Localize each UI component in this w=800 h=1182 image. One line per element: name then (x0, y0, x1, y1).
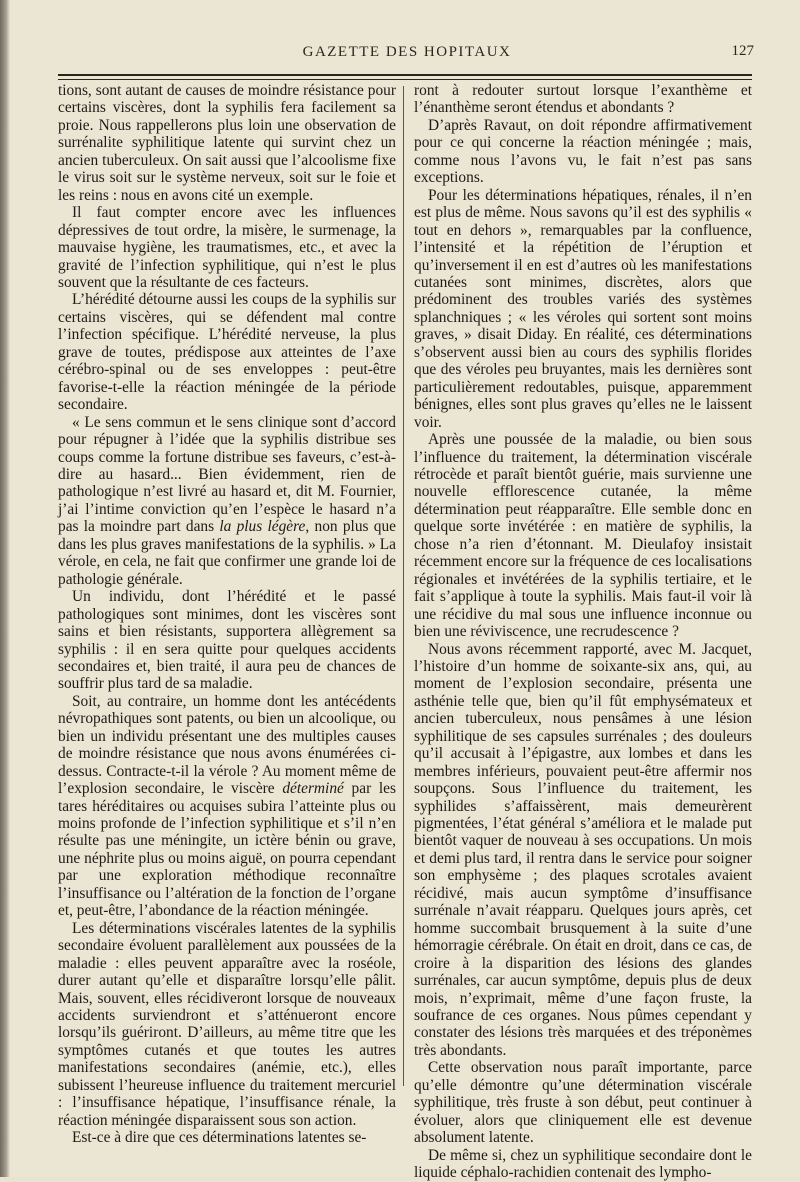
binding-shadow (0, 0, 10, 1177)
paragraph: De même si, chez un syphilitique secondaire dont le liquide céphalo-rachidien contenait des lympho- (414, 1146, 752, 1182)
running-title: GAZETTE DES HOPITAUX (302, 44, 512, 60)
page-number: 127 (731, 43, 754, 59)
paragraph: Cette observation nous paraît importante, parce qu’elle démontre qu’une détermination viscérale syphilitique, très fruste à son début, peut continuer à évoluer, alors que cliniquement elle est devenue absolument latente. (414, 1059, 752, 1147)
paragraph (58, 414, 396, 589)
text-run: Soit, au contraire, un homme dont les antécédents névropathiques sont patents, ou bien un alcoolique, ou bien un individu présentant une des multiples causes de moindre résistance que nous avons énumérées ci-dessus. Contracte-t-il la vérole ? Au moment même de l’explosion secondaire, le viscère (58, 692, 396, 798)
paragraph: Il faut compter encore avec les influences dépressives de tout ordre, la misère, le surmenage, la mauvaise hygiène, les traumatismes, etc., et avec la gravité de l’infection syphilitique, qui n’est le plus souvent que la résultante de ces facteurs. (58, 204, 396, 291)
paragraph: tions, sont autant de causes de moindre résistance pour certains viscères, dont la syphilis fera facilement sa proie. Nous rappellerons plus loin une observation de surrénalite syphilitique latente qui survint chez un ancien tuberculeux. On sait aussi que l’alcoolisme fixe le virus soit sur le système nerveux, soit sur le foie et les reins : nous en avons cité un exemple. (58, 82, 396, 204)
emphasis: déterminé (282, 780, 344, 798)
paragraph: Est-ce à dire que ces déterminations latentes se- (72, 1129, 367, 1147)
text-run: par les tares héréditaires ou acquises subira l’atteinte plus ou moins profonde de l’infection syphilitique et s’il n’en résulte pas une méningite, un ictère bénin ou grave, une néphrite plus ou moins aiguë, on pourra cependant par une exploration méthodique reconnaître l’insuffisance ou l’altération de la fonction de l’organe et, peut-être, l’abondance de la réaction méningée. (58, 780, 396, 920)
right-column (414, 82, 752, 1182)
paragraph: L’hérédité détourne aussi les coups de la syphilis sur certains viscères, qui se défendent mal contre l’infection spécifique. L’hérédité nerveuse, la plus grave de toutes, prédispose aux atteintes de l’axe cérébro-spinal ou de ses enveloppes : peut-être favorise-t-elle la réaction méningée de la période secondaire. (58, 291, 396, 414)
left-column (58, 82, 396, 1147)
paragraph: Après une poussée de la maladie, ou bien sous l’influence du traitement, la détermination viscérale rétrocède et paraît bientôt guérie, mais survienne une nouvelle efflorescence cutanée, la même détermination peut réapparaître. Elle semble donc en quelque sorte invétérée : en matière de syphilis, la chose n’a rien d’étonnant. M. Dieulafoy insistait récemment encore sur la fréquence de ces localisations régionales et invétérées de la syphilis tertiaire, et le fait s’applique à toute la syphilis. Mais faut-il voir là une récidive du mal sous une influence inconnue ou bien une réviviscence, une recrudescence ? (414, 431, 753, 641)
paragraph: Un individu, dont l’hérédité et le passé pathologiques sont minimes, dont les viscères sont sains et bien résistants, supportera allègrement sa syphilis : il en sera quitte pour quelques accidents secondaires et, bien traité, il aura peu de chances de souffrir plus tard de sa maladie. (58, 588, 396, 693)
header-rule-thin (58, 79, 752, 80)
column-divider (403, 86, 404, 1086)
paragraph: D’après Ravaut, on doit répondre affirmativement pour ce qui concerne la réaction méningée ; mais, comme nous l’avons vu, le fait n’est pas sans exceptions. (414, 116, 752, 187)
header-rule-thick (58, 74, 752, 76)
emphasis: la plus légère (219, 518, 306, 536)
paragraph: Pour les déterminations hépatiques, rénales, il n’en est plus de même. Nous savons qu’il est des syphilis « tout en dehors », remarquables par la confluence, l’intensité et la répétition de l’éruption et qu’inversement il en est d’autres où les manifestations cutanées sont minimes, discrètes, alors que prédominent des troubles variés des systèmes splanchniques ; « les véroles qui sortent sont moins graves, » disait Diday. En réalité, ces déterminations s’observent aussi bien au cours des syphilis florides que des véroles peu bruyantes, mais les dernières sont particulièrement redoutables, puisque, apparemment bénignes, elles sont plus graves qu’elles ne le laissent voir. (414, 186, 752, 431)
text-run: « Le sens commun et le sens clinique sont d’accord pour répugner à l’idée que la syphilis distribue ses coups comme la fortune distribue ses faveurs, c’est-à-dire au hasard... Bien évidemment, rien de pathologique n’est livré au hasard et, dit M. Fournier, j’ai l’intime conviction qu’en l’espèce le hasard n’a pas la moindre part dans (58, 413, 396, 536)
paragraph: Nous avons récemment rapporté, avec M. Jacquet, l’histoire d’un homme de soixante-six ans, qui, au moment de l’explosion secondaire, présenta une asthénie telle que, bien qu’il fût emphysémateux et ancien tuberculeux, nous pensâmes à une lésion syphilitique de ses capsules surrénales ; des douleurs qu’il accusait à l’épigastre, aux lombes et dans les membres inférieurs, pouvaient peut-être affermir nos soupçons. Sous l’influence du traitement, les syphilides s’affaissèrent, mais demeurèrent pigmentées, l’état général s’améliora et le malade put bientôt vaquer de nouveau à ses occupations. Un mois et demi plus tard, il rentra dans le service pour soigner son emphysème ; des plaques scrotales avaient récidivé, mais aucun symptôme d’insuffisance surrénale n’avait réapparu. Quelques jours après, cet homme succombait brusquement à la suite d’une hémorragie cérébrale. On était en droit, dans ce cas, de croire à la disparition des lésions des glandes surrénales, car aucun symptôme, depuis plus de deux mois, n’exprimait, même d’une façon fruste, la soufrance de ces organes. Nous pûmes cependant y constater des lésions très marquées et des tréponèmes très abondants. (414, 640, 752, 1059)
text-run: , non plus que dans les plus graves manifestations de la syphilis. » La vérole, en cela, ne fait que confirmer une grande loi de pathologie générale. (58, 518, 396, 588)
paragraph: ront à redouter surtout lorsque l’exanthème et l’énanthème seront étendus et abondants ? (414, 82, 752, 117)
paragraph: Les déterminations viscérales latentes de la syphilis secondaire évoluent parallèlement aux poussées de la maladie : elles peuvent apparaître avec la roséole, durer autant qu’elle et disparaître lorsqu’elle pâlit. Mais, souvent, elles récidiveront lorsque de nouveaux accidents surviendront et s’atténueront encore lorsqu’ils guériront. D’ailleurs, au même titre que les symptômes cutanés et que toutes les autres manifestations secondaires (anémie, etc.), elles subissent l’heureuse influence du traitement mercuriel : l’insuffisance hépatique, l’insuffisance rénale, la réaction méningée disparaissent sous son action. (58, 919, 396, 1129)
paragraph (58, 693, 396, 920)
page-header (52, 44, 762, 64)
